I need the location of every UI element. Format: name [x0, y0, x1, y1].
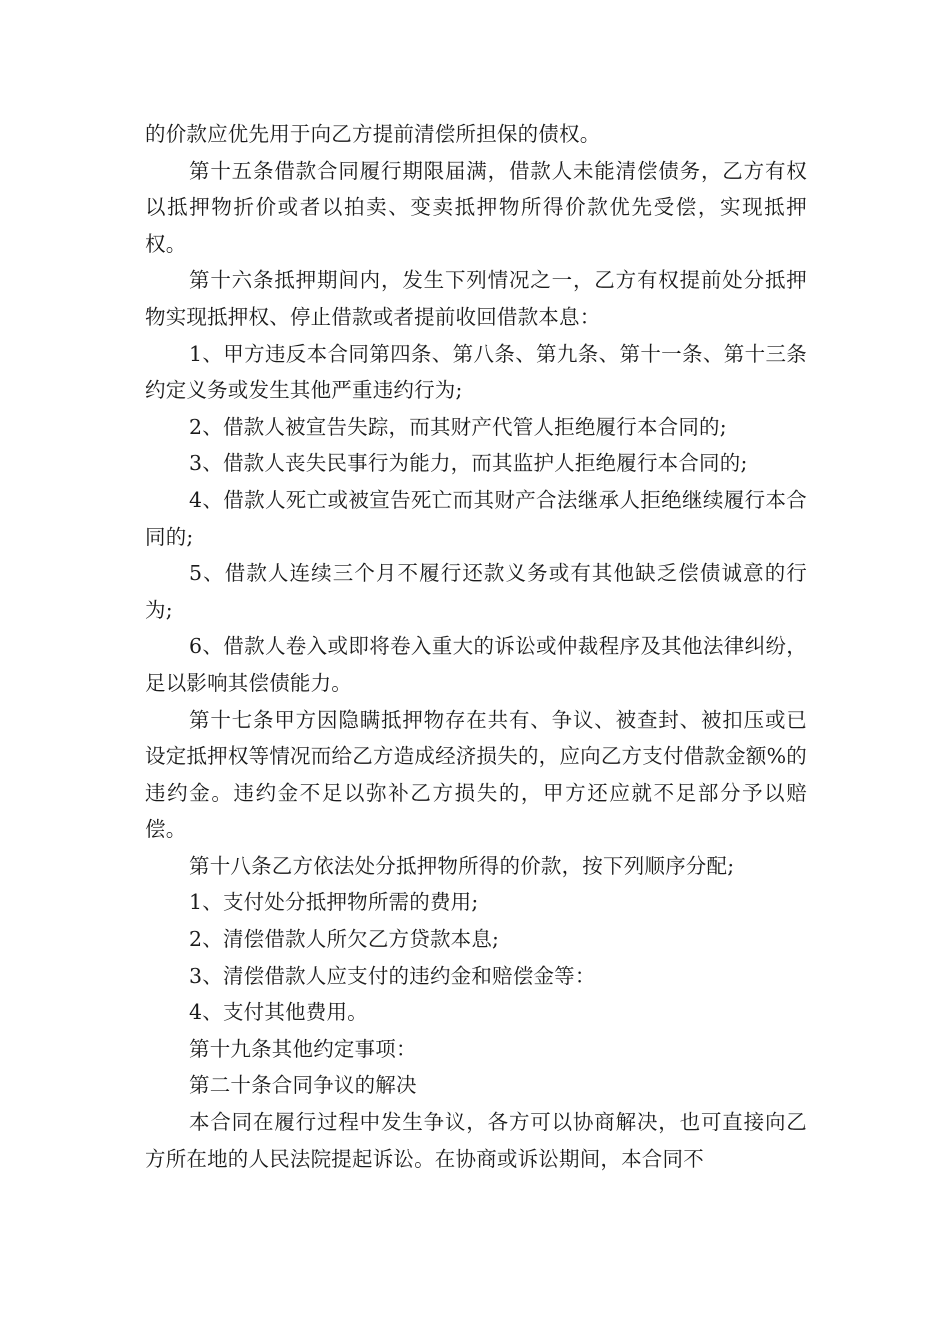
paragraph-article-19: 第十九条其他约定事项： — [189, 1036, 417, 1061]
list-item: 3、借款人丧失民事行为能力，而其监护人拒绝履行本合同的; — [189, 451, 748, 476]
list-item: 1、甲方违反本合同第四条、第八条、第九条、第十一条、第十三条约定义务或发生其他严重违约行为; — [145, 341, 807, 403]
list-item: 5、借款人连续三个月不履行还款义务或有其他缺乏偿债诚意的行为; — [145, 561, 807, 622]
list-item: 4、支付其他费用。 — [189, 1000, 368, 1025]
paragraph-dispute-resolution: 本合同在履行过程中发生争议，各方可以协商解决，也可直接向乙方所在地的人民法院提起诉讼。在协商或诉讼期间，本合同不 — [145, 1110, 807, 1171]
paragraph-article-20: 第二十条合同争议的解决 — [189, 1073, 417, 1098]
paragraph-article-15: 第十五条借款合同履行期限届满，借款人未能清偿债务，乙方有权以抵押物折价或者以拍卖、变卖抵押物所得价款优先受偿，实现抵押权。 — [145, 158, 807, 256]
list-item: 1、支付处分抵押物所需的费用; — [189, 890, 479, 915]
list-item: 2、借款人被宣告失踪，而其财产代管人拒绝履行本合同的; — [189, 414, 727, 439]
paragraph-continuation: 的价款应优先用于向乙方提前清偿所担保的债权。 — [145, 122, 601, 146]
list-item: 6、借款人卷入或即将卷入重大的诉讼或仲裁程序及其他法律纠纷，足以影响其偿债能力。 — [145, 634, 807, 695]
list-item: 2、清偿借款人所欠乙方贷款本息; — [189, 927, 500, 952]
list-item: 3、清偿借款人应支付的违约金和赔偿金等： — [189, 963, 596, 988]
list-item: 4、借款人死亡或被宣告死亡而其财产合法继承人拒绝继续履行本合同的; — [145, 487, 807, 549]
paragraph-article-16: 第十六条抵押期间内，发生下列情况之一，乙方有权提前处分抵押物实现抵押权、停止借款或者提前收回借款本息： — [145, 268, 807, 329]
paragraph-article-17: 第十七条甲方因隐瞒抵押物存在共有、争议、被查封、被扣压或已设定抵押权等情况而给乙方造成经济损失的，应向乙方支付借款金额%的违约金。违约金不足以弥补乙方损失的，甲方还应就不足部分予以赔偿。 — [145, 707, 807, 842]
document-page — [145, 116, 807, 1177]
paragraph-article-18: 第十八条乙方依法处分抵押物所得的价款，按下列顺序分配; — [189, 853, 735, 878]
